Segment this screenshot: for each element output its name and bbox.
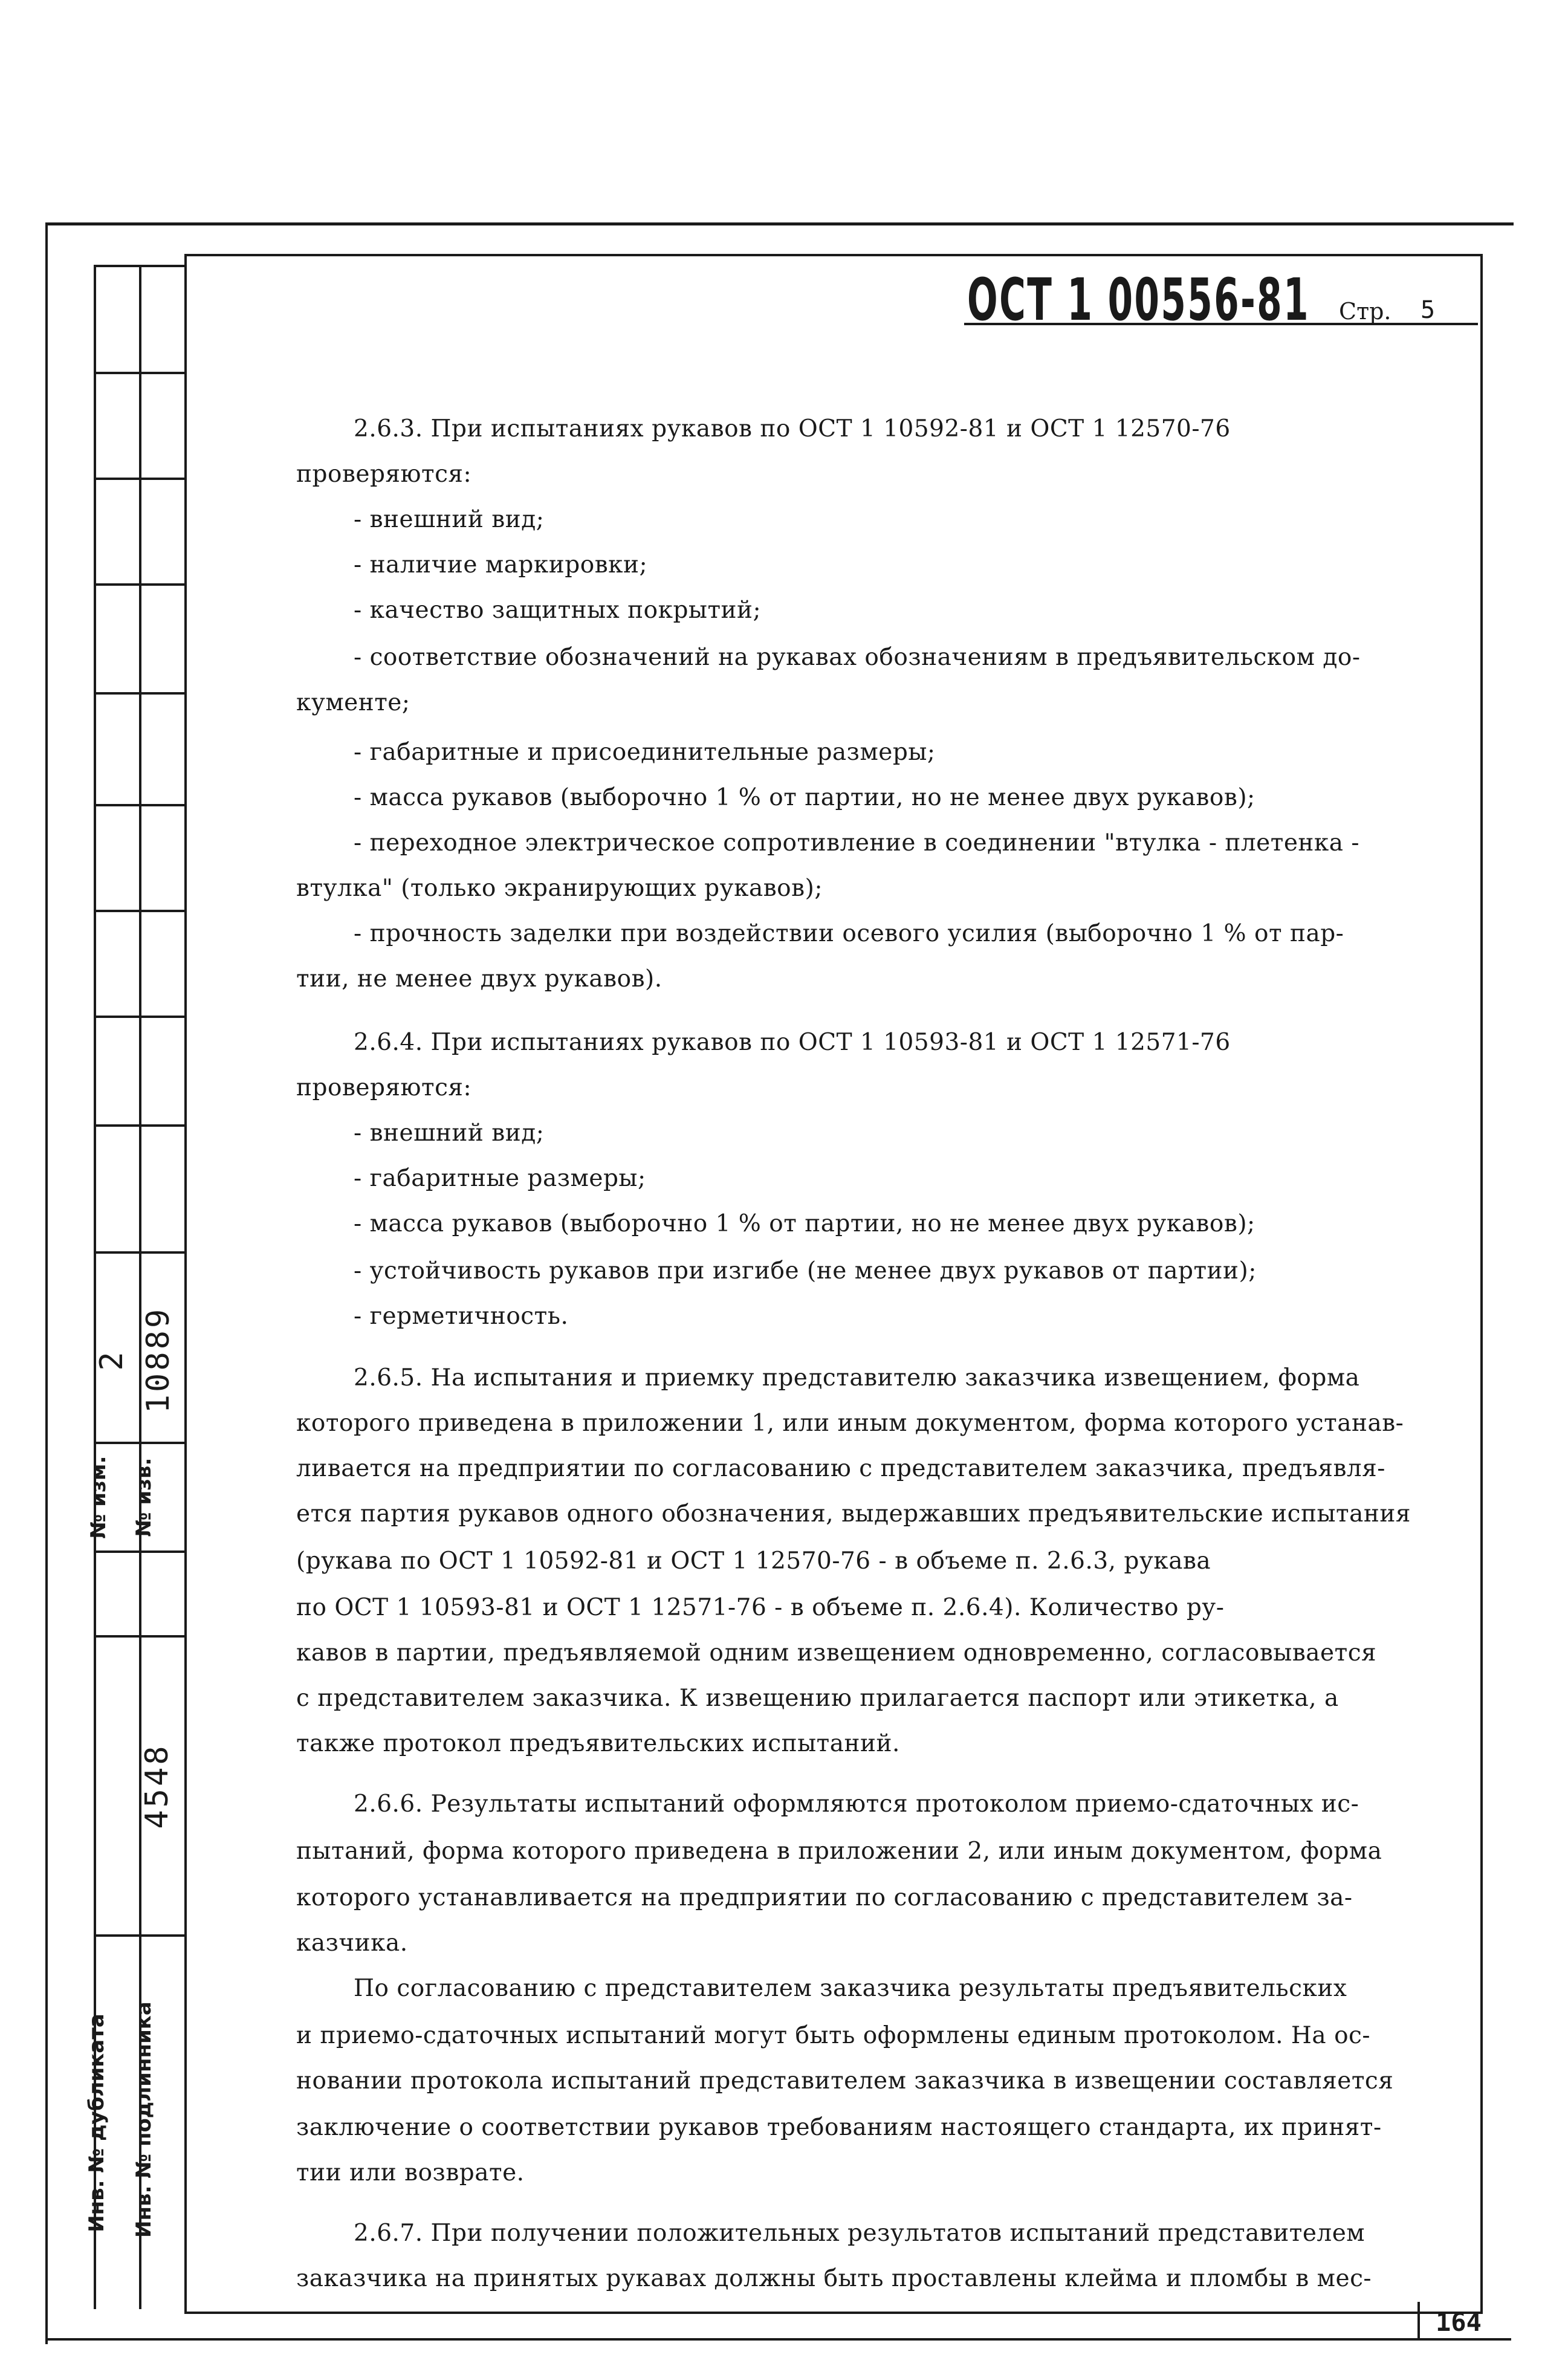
text-line: также протокол предъявительских испытаний.	[296, 1730, 900, 1757]
stamp-row-divider	[94, 692, 184, 695]
text-line: кументе;	[296, 689, 410, 716]
text-line: 2.6.6. Результаты испытаний оформляются протоколом приемо-сдаточных ис-	[354, 1790, 1359, 1818]
stamp-notice-no-value: 10889	[140, 1306, 177, 1414]
page-number: 5	[1421, 296, 1436, 324]
stamp-left-border	[94, 265, 96, 2309]
sheet-number: 164	[1436, 2307, 1482, 2337]
text-line: - соответствие обозначений на рукавах обозначениям в предъявительском до-	[354, 644, 1361, 671]
text-line: - устойчивость рукавов при изгибе (не менее двух рукавов от партии);	[354, 1257, 1257, 1285]
text-line: новании протокола испытаний представителем заказчика в извещении составляется	[296, 2067, 1394, 2095]
header-rule	[964, 323, 1478, 325]
text-line: - герметичность.	[354, 1303, 569, 1330]
stamp-row-divider	[94, 583, 184, 586]
stamp-row-divider	[94, 1934, 184, 1937]
text-line: заказчика на принятых рукавах должны быть проставлены клейма и пломбы в мес-	[296, 2265, 1372, 2292]
text-line: - габаритные и присоединительные размеры;	[354, 739, 936, 766]
text-line: тии, не менее двух рукавов).	[296, 965, 663, 993]
stamp-rev-no-label: № изм.	[86, 1456, 111, 1539]
text-line: кавов в партии, предъявляемой одним извещением одновременно, согласовывается	[296, 1639, 1377, 1667]
stamp-row-divider	[94, 804, 184, 806]
document-code: ОСТ 1 00556-81	[967, 266, 1310, 334]
text-line: 2.6.4. При испытаниях рукавов по ОСТ 1 10593-81 и ОСТ 1 12571-76	[354, 1029, 1231, 1056]
text-line: казчика.	[296, 1929, 408, 1957]
text-line: - прочность заделки при воздействии осевого усилия (выборочно 1 % от пар-	[354, 920, 1344, 947]
text-line: - габаритные размеры;	[354, 1165, 646, 1192]
text-line: - качество защитных покрытий;	[354, 597, 762, 624]
text-line: - масса рукавов (выборочно 1 % от партии, но не менее двух рукавов);	[354, 1210, 1255, 1237]
stamp-top-border	[94, 265, 184, 267]
text-line: 2.6.3. При испытаниях рукавов по ОСТ 1 10592-81 и ОСТ 1 12570-76	[354, 415, 1231, 442]
text-line: втулка" (только экранирующих рукавов);	[296, 875, 823, 902]
text-line: - переходное электрическое сопротивление в соединении "втулка - плетенка -	[354, 829, 1360, 857]
text-line: ется партия рукавов одного обозначения, выдержавших предъявительские испытания	[296, 1500, 1411, 1528]
stamp-notice-no-label: № изв.	[132, 1457, 156, 1537]
stamp-row-divider	[94, 910, 184, 912]
text-line: которого приведена в приложении 1, или иным документом, форма которого устанав-	[296, 1410, 1404, 1437]
stamp-row-divider	[94, 372, 184, 374]
text-line: 2.6.5. На испытания и приемку представителю заказчика извещением, форма	[354, 1364, 1360, 1392]
text-line: тии или возврате.	[296, 2159, 525, 2186]
text-line: - наличие маркировки;	[354, 551, 648, 578]
text-line: и приемо-сдаточных испытаний могут быть оформлены единым протоколом. На ос-	[296, 2022, 1371, 2049]
stamp-original-label: Инв. № подлинника	[132, 2001, 156, 2238]
stamp-row-divider	[94, 478, 184, 480]
text-line: проверяются:	[296, 461, 472, 488]
text-line: - внешний вид;	[354, 506, 545, 533]
text-line: заключение о соответствии рукавов требованиям настоящего стандарта, их принят-	[296, 2114, 1382, 2141]
text-line: - масса рукавов (выборочно 1 % от партии, но не менее двух рукавов);	[354, 784, 1255, 811]
text-line: (рукава по ОСТ 1 10592-81 и ОСТ 1 12570-76 - в объеме п. 2.6.3, рукава	[296, 1547, 1211, 1575]
stamp-original-value: 4548	[139, 1743, 175, 1829]
stamp-row-divider	[94, 1124, 184, 1127]
stamp-row-divider	[94, 1016, 184, 1018]
page-label: Стр.	[1339, 298, 1391, 325]
text-line: по ОСТ 1 10593-81 и ОСТ 1 12571-76 - в объеме п. 2.6.4). Количество ру-	[296, 1594, 1225, 1621]
text-line: - внешний вид;	[354, 1119, 545, 1147]
stamp-row-divider	[94, 1635, 184, 1638]
text-line: пытаний, форма которого приведена в приложении 2, или иным документом, форма	[296, 1838, 1382, 1865]
text-line: с представителем заказчика. К извещению прилагается паспорт или этикетка, а	[296, 1685, 1339, 1712]
page-bottom-rule	[45, 2338, 1511, 2341]
text-line: По согласованию с представителем заказчика результаты предъявительских	[354, 1975, 1347, 2002]
stamp-row-divider	[94, 1251, 184, 1254]
stamp-duplicate-label: Инв. № дубликата	[85, 2014, 109, 2232]
stamp-rev-no-value: 2	[94, 1349, 130, 1371]
text-line: ливается на предприятии по согласованию с представителем заказчика, предъявля-	[296, 1455, 1385, 1482]
text-line: проверяются:	[296, 1074, 472, 1101]
text-line: которого устанавливается на предприятии по согласованию с представителем за-	[296, 1884, 1353, 1911]
text-line: 2.6.7. При получении положительных результатов испытаний представителем	[354, 2220, 1366, 2247]
stamp-row-divider	[94, 1550, 184, 1553]
